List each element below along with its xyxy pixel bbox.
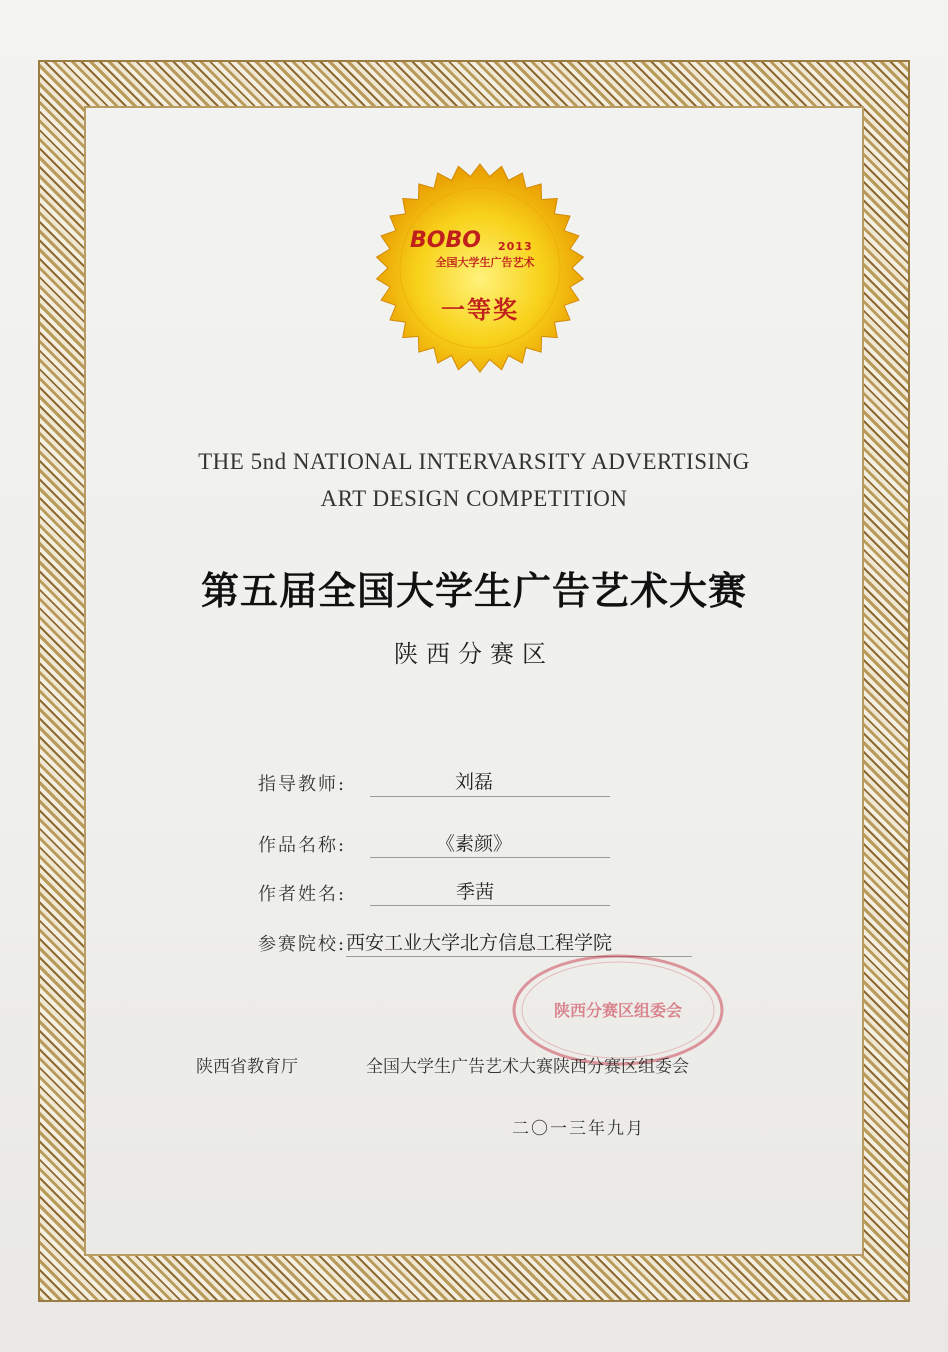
award-seal (370, 158, 590, 378)
advisor-value: 刘磊 (455, 771, 494, 793)
english-title-line-1: THE 5nd NATIONAL INTERVARSITY ADVERTISING (198, 449, 750, 474)
stamp-text: 陕西分赛区组委会 (553, 1001, 682, 1020)
seal-logo-text: BOBO (410, 228, 481, 253)
seal-year: 2013 (498, 240, 533, 253)
author-label: 作者姓名: (258, 884, 347, 905)
school-value: 西安工业大学北方信息工程学院 (346, 932, 613, 954)
work-label: 作品名称: (258, 835, 347, 856)
school-label: 参赛院校: (258, 934, 347, 955)
chinese-title: 第五届全国大学生广告艺术大赛 (200, 569, 747, 613)
work-underline (370, 857, 610, 858)
author-value: 季茜 (456, 881, 495, 903)
issuer-left: 陕西省教育厅 (196, 1057, 298, 1077)
advisor-underline (370, 796, 610, 797)
work-value: 《素颜》 (436, 833, 513, 855)
english-title-line-2: ART DESIGN COMPETITION (320, 486, 628, 511)
chinese-subtitle: 陕西分赛区 (394, 640, 554, 668)
seal-org: 全国大学生广告艺术 (435, 256, 535, 269)
seal-prize: 一等奖 (441, 296, 519, 324)
issuer-right: 全国大学生广告艺术大赛陕西分赛区组委会 (366, 1057, 689, 1077)
advisor-label: 指导教师: (258, 774, 347, 795)
issue-date: 二〇一三年九月 (512, 1119, 645, 1139)
author-underline (370, 905, 610, 906)
